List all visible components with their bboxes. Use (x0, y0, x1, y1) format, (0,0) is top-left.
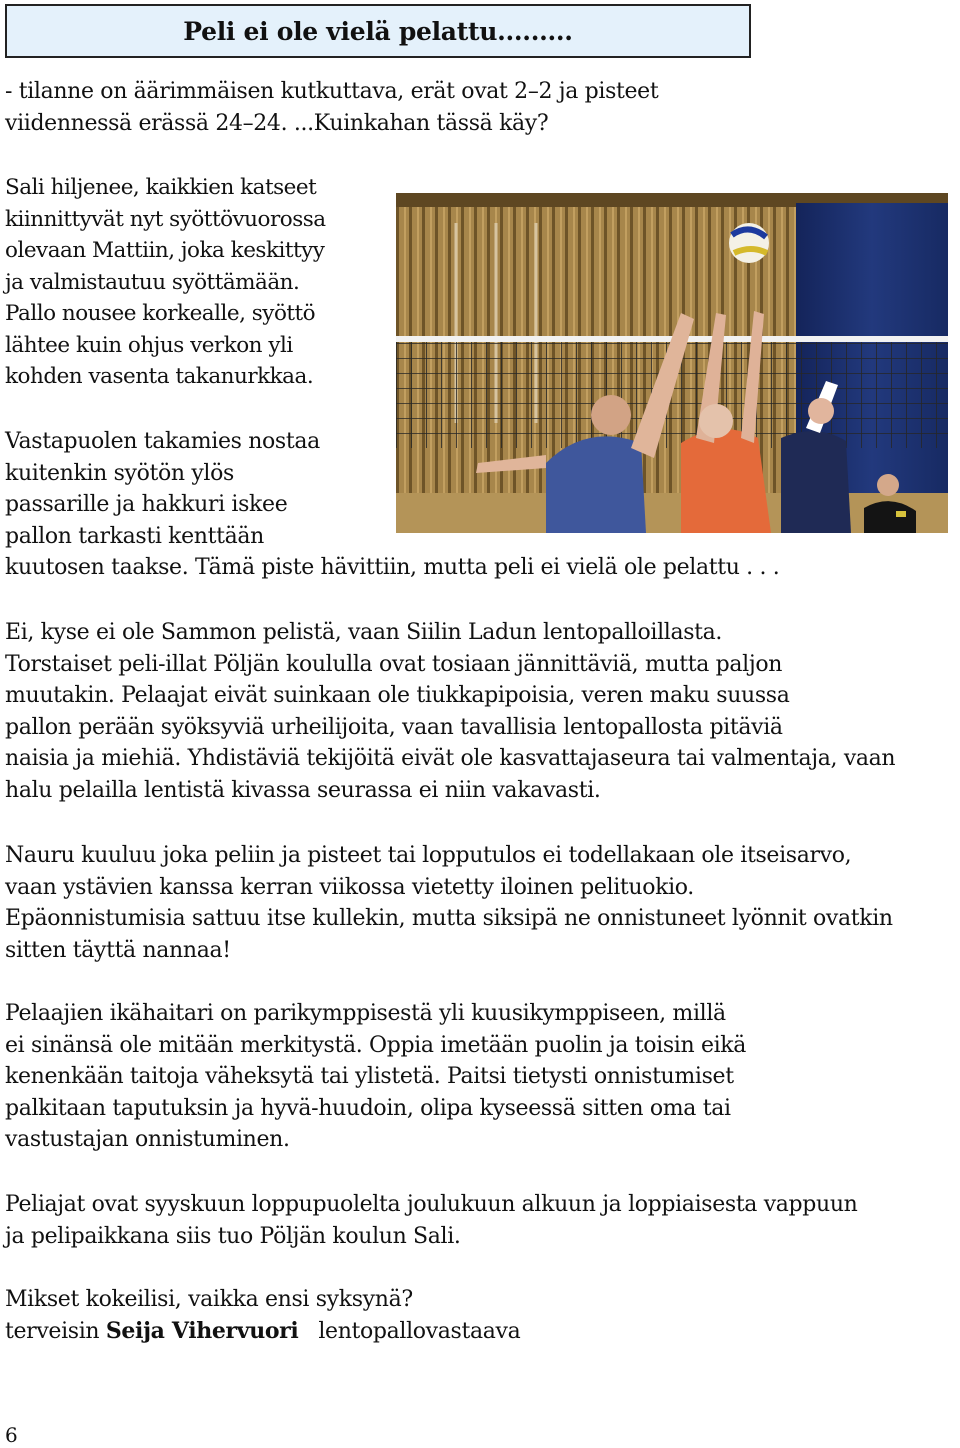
page-number: 6 (5, 1423, 18, 1447)
signature-line: terveisin Seija Vihervuori lentopallovastaava (5, 1317, 521, 1344)
rally-paragraph: Vastapuolen takamies nostaa kuitenkin syötön ylös passarille ja hakkuri iskee pallon tarkasti kenttään kuutosen taakse. Tämä piste hävittiin, mutta peli ei vielä ole pelattu . . . (5, 429, 780, 580)
paragraph-4: Ei, kyse ei ole Sammon pelistä, vaan Siilin Ladun lentopalloillasta. Torstaiset peli-illat Pöljän koululla ovat tosiaan jännittäviä, mutta paljon muutakin. Pelaajat eivät suinkaan ole tiukkapipoisia, veren maku suussa pallon perään syöksyviä urheilijoita, vaan tavallisia lentopallosta pitäviä naisia ja miehiä. Yhdistäviä tekijöitä eivät ole kasvattajaseura tai valmentaja, vaan halu pelailla lentistä kivassa seurassa ei niin vakavasti. (5, 620, 896, 803)
title-box (5, 4, 751, 58)
author-name: Seija Vihervuori (105, 1317, 299, 1344)
page-title: Peli ei ole vielä pelattu......... (183, 16, 573, 46)
paragraph-5: Nauru kuuluu joka peliin ja pisteet tai lopputulos ei todellakaan ole itseisarvo, vaan ystävien kanssa kerran viikossa vietetty iloinen pelituokio. Epäonnistumisia sattuu itse kullekin, mutta siksipä ne onnistuneet lyönnit ovatkin sitten täyttä nannaa! (5, 843, 893, 963)
author-role: lentopallovastaava (318, 1318, 521, 1344)
closing (5, 1284, 520, 1347)
closing-question: Mikset kokeilisi, vaikka ensi syksynä? (5, 1287, 413, 1312)
paragraph-7: Peliajat ovat syyskuun loppupuolelta joulukuun alkuun ja loppiaisesta vappuun ja pelipaikkana siis tuo Pöljän koulun Sali. (5, 1192, 858, 1249)
intro-paragraph: - tilanne on äärimmäisen kutkuttava, erät ovat 2–2 ja pisteet viidennessä erässä 24–24. ...Kuinkahan tässä käy? (5, 79, 659, 136)
narrative-paragraph: Sali hiljenee, kaikkien katseet kiinnittyvät nyt syöttövuorossa olevaan Mattiin, joka keskittyy ja valmistautuu syöttämään. Pallo nousee korkealle, syöttö lähtee kuin ohjus verkon yli kohden vasenta takanurkkaa. (5, 175, 326, 389)
paragraph-6: Pelaajien ikähaitari on parikymppisestä yli kuusikymppiseen, millä ei sinänsä ole mitään merkitystä. Oppia imetään puolin ja toisin eikä kenenkään taitoja väheksytä tai ylistetä. Paitsi tietysti onnistumiset palkitaan taputuksin ja hyvä-huudoin, olipa kyseessä sitten oma tai vastustajan onnistuminen. (5, 1001, 747, 1152)
